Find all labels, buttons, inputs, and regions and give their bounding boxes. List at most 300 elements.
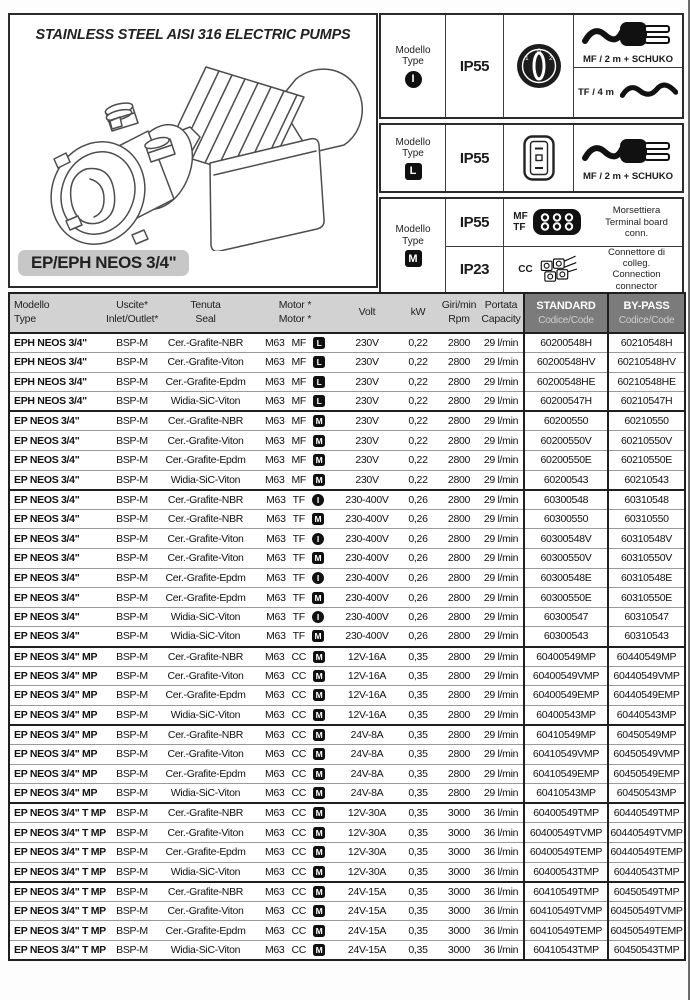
motor-cell: M63 CC M	[253, 705, 337, 725]
volt-cell: 24V-8A	[350, 767, 384, 780]
type-badge: M	[313, 787, 325, 799]
motor-cell: M63 CC M	[253, 725, 337, 745]
standard-code-cell: 60300547	[524, 607, 608, 627]
kw-cell: 0,35	[408, 924, 428, 937]
volt-cell: 12V-30A	[347, 865, 387, 878]
col-header-inlet: Uscite* Inlet/Outlet*	[106, 293, 158, 333]
rpm-cell: 2800	[447, 493, 471, 506]
type-l-label: Modello Type L	[381, 125, 445, 191]
model-cell: EPH NEOS 3/4"	[14, 395, 87, 408]
type-box-m	[379, 197, 684, 294]
bypass-code-cell: 60310547	[608, 607, 685, 627]
volt-cell: 12V-16A	[347, 669, 387, 682]
kw-cell: 0,35	[408, 767, 428, 780]
inlet-outlet-cell: BSP-M	[116, 395, 148, 408]
capacity-cell: 29 l/min	[483, 630, 519, 643]
motor-cell: M63 CC M	[253, 940, 337, 960]
table-row	[9, 588, 685, 608]
volt-cell: 24V-8A	[350, 728, 384, 741]
motor-cell: M63 TF I	[253, 490, 337, 510]
rpm-cell: 2800	[447, 571, 471, 584]
seal-cell: Widia-SiC-Viton	[170, 395, 241, 408]
terminal-board-icon: MF TF	[503, 199, 591, 246]
capacity-cell: 29 l/min	[483, 356, 519, 369]
page-title: STAINLESS STEEL AISI 316 ELECTRIC PUMPS	[35, 27, 351, 43]
rpm-cell: 2800	[447, 611, 471, 624]
type-badge: M	[312, 513, 324, 525]
bypass-code-cell: 60310548V	[608, 529, 685, 549]
inlet-outlet-cell: BSP-M	[116, 630, 148, 643]
bypass-code-cell: 60450549VMP	[608, 744, 685, 764]
table-row	[9, 803, 685, 823]
inlet-outlet-cell: BSP-M	[116, 669, 148, 682]
table-row	[9, 451, 685, 471]
volt-cell: 230V	[355, 395, 379, 408]
col-header-kw: kW	[397, 293, 439, 333]
motor-cell: M63 CC M	[253, 764, 337, 784]
model-cell: EP NEOS 3/4"	[14, 473, 80, 486]
kw-cell: 0,35	[408, 708, 428, 721]
schuko-plug-icon: MF / 2 m + SCHUKO	[574, 125, 682, 191]
model-cell: EP NEOS 3/4" T MP	[14, 885, 106, 898]
standard-code-cell: 60200550V	[524, 431, 608, 451]
rpm-cell: 3000	[447, 885, 471, 898]
table-row	[9, 549, 685, 569]
product-label: EP/EPH NEOS 3/4"	[18, 250, 189, 276]
model-cell: EP NEOS 3/4"	[14, 591, 80, 604]
seal-cell: Cer.-Grafite-Viton	[167, 552, 244, 565]
volt-cell: 12V-16A	[347, 689, 387, 702]
motor-cell: M63 MF L	[253, 392, 337, 412]
kw-cell: 0,26	[408, 611, 428, 624]
table-group	[9, 725, 685, 803]
kw-cell: 0,22	[408, 337, 428, 350]
type-badge: M	[313, 944, 325, 956]
rpm-cell: 2800	[447, 552, 471, 565]
table-group	[9, 490, 685, 647]
type-badge: M	[313, 709, 325, 721]
pump-drawing	[14, 51, 370, 251]
motor-cell: M63 MF M	[253, 470, 337, 490]
table-row	[9, 470, 685, 490]
seal-cell: Cer.-Grafite-Epdm	[165, 924, 246, 937]
rpm-cell: 3000	[447, 943, 471, 956]
type-badge: M	[313, 807, 325, 819]
capacity-cell: 29 l/min	[483, 728, 519, 741]
type-badge: M	[313, 454, 325, 466]
inlet-outlet-cell: BSP-M	[116, 415, 148, 428]
table-row	[9, 725, 685, 745]
capacity-cell: 29 l/min	[483, 395, 519, 408]
kw-cell: 0,26	[408, 513, 428, 526]
bypass-code-cell: 60440549TMP	[608, 803, 685, 823]
rpm-cell: 2800	[447, 395, 471, 408]
inlet-outlet-cell: BSP-M	[116, 454, 148, 467]
seal-cell: Cer.-Grafite-Viton	[167, 532, 244, 545]
standard-code-cell: 60200548HV	[524, 353, 608, 373]
seal-cell: Cer.-Grafite-Epdm	[165, 591, 246, 604]
table-row	[9, 431, 685, 451]
motor-cell: M63 TF M	[253, 549, 337, 569]
volt-cell: 12V-30A	[347, 807, 387, 820]
type-badge: I	[312, 533, 324, 545]
model-cell: EP NEOS 3/4" MP	[14, 689, 98, 702]
rpm-cell: 2800	[447, 454, 471, 467]
volt-cell: 12V-30A	[347, 826, 387, 839]
kw-cell: 0,35	[408, 807, 428, 820]
volt-cell: 230V	[355, 375, 379, 388]
capacity-cell: 36 l/min	[483, 826, 519, 839]
model-cell: EP NEOS 3/4" MP	[14, 650, 98, 663]
table-row	[9, 686, 685, 706]
kw-cell: 0,26	[408, 571, 428, 584]
type-badge: M	[313, 729, 325, 741]
capacity-cell: 36 l/min	[483, 807, 519, 820]
kw-cell: 0,35	[408, 846, 428, 859]
rpm-cell: 2800	[447, 689, 471, 702]
inlet-outlet-cell: BSP-M	[116, 787, 148, 800]
col-header-rpm: Giri/min Rpm	[439, 293, 479, 333]
type-box-l	[379, 123, 684, 193]
type-m-ip55: IP55	[445, 199, 503, 246]
motor-cell: M63 TF I	[253, 568, 337, 588]
volt-cell: 230-400V	[345, 532, 389, 545]
capacity-cell: 29 l/min	[483, 337, 519, 350]
bypass-code-cell: 60310548	[608, 490, 685, 510]
standard-code-cell: 60400549TEMP	[524, 842, 608, 862]
table-row	[9, 568, 685, 588]
inlet-outlet-cell: BSP-M	[116, 943, 148, 956]
motor-cell: M63 CC M	[253, 823, 337, 843]
type-badge: M	[313, 925, 325, 937]
standard-code-cell: 60410549EMP	[524, 764, 608, 784]
rpm-cell: 2800	[447, 669, 471, 682]
bypass-code-cell: 60450549EMP	[608, 764, 685, 784]
bypass-code-cell: 60450549TEMP	[608, 921, 685, 941]
capacity-cell: 29 l/min	[483, 591, 519, 604]
rpm-cell: 2800	[447, 513, 471, 526]
model-cell: EP NEOS 3/4"	[14, 415, 80, 428]
col-header-bypass-code: BY-PASS Codice/Code	[608, 293, 685, 333]
motor-cell: M63 CC M	[253, 686, 337, 706]
type-i-connections	[573, 15, 682, 117]
inlet-outlet-cell: BSP-M	[116, 650, 148, 663]
kw-cell: 0,35	[408, 669, 428, 682]
type-badge: M	[312, 630, 324, 642]
type-m-ip55-desc: Morsettiera Terminal board conn.	[605, 205, 668, 239]
schuko-plug-icon: MF / 2 m + SCHUKO	[574, 15, 682, 67]
motor-cell: M63 CC M	[253, 862, 337, 882]
table-row	[9, 333, 685, 353]
volt-cell: 230V	[355, 473, 379, 486]
motor-cell: M63 MF L	[253, 333, 337, 353]
rpm-cell: 2800	[447, 434, 471, 447]
rpm-cell: 2800	[447, 337, 471, 350]
seal-cell: Widia-SiC-Viton	[170, 630, 241, 643]
capacity-cell: 29 l/min	[483, 787, 519, 800]
rpm-cell: 2800	[447, 591, 471, 604]
motor-cell: M63 CC M	[253, 647, 337, 667]
bypass-code-cell: 60310550V	[608, 549, 685, 569]
standard-code-cell: 60400543TMP	[524, 862, 608, 882]
standard-code-cell: 60300550	[524, 509, 608, 529]
kw-cell: 0,35	[408, 748, 428, 761]
inlet-outlet-cell: BSP-M	[116, 434, 148, 447]
standard-code-cell: 60400549VMP	[524, 666, 608, 686]
standard-code-cell: 60200548H	[524, 333, 608, 353]
seal-cell: Widia-SiC-Viton	[170, 787, 241, 800]
table-row	[9, 647, 685, 667]
cable-icon: TF / 4 m	[574, 67, 682, 117]
type-badge: M	[313, 768, 325, 780]
volt-cell: 230-400V	[345, 611, 389, 624]
model-cell: EP NEOS 3/4" T MP	[14, 826, 106, 839]
type-badge: M	[313, 866, 325, 878]
seal-cell: Widia-SiC-Viton	[170, 611, 241, 624]
motor-cell: M63 TF M	[253, 509, 337, 529]
type-badge: L	[313, 395, 325, 407]
table-group	[9, 803, 685, 881]
kw-cell: 0,22	[408, 454, 428, 467]
inlet-outlet-cell: BSP-M	[116, 356, 148, 369]
capacity-cell: 29 l/min	[483, 473, 519, 486]
type-i-label: Modello Type I	[381, 15, 445, 117]
kw-cell: 0,35	[408, 650, 428, 663]
bypass-code-cell: 60310550	[608, 509, 685, 529]
capacity-cell: 29 l/min	[483, 493, 519, 506]
bypass-code-cell: 60440549TVMP	[608, 823, 685, 843]
type-l-ip: IP55	[445, 125, 503, 191]
pump-data-table	[8, 292, 686, 961]
kw-cell: 0,35	[408, 689, 428, 702]
kw-cell: 0,35	[408, 905, 428, 918]
bypass-code-cell: 60450543TMP	[608, 940, 685, 960]
seal-cell: Cer.-Grafite-Viton	[167, 748, 244, 761]
seal-cell: Widia-SiC-Viton	[170, 943, 241, 956]
bypass-code-cell: 60440549VMP	[608, 666, 685, 686]
seal-cell: Cer.-Grafite-Epdm	[165, 846, 246, 859]
kw-cell: 0,26	[408, 630, 428, 643]
standard-code-cell: 60410549TMP	[524, 882, 608, 902]
volt-cell: 230-400V	[345, 493, 389, 506]
inlet-outlet-cell: BSP-M	[116, 532, 148, 545]
motor-cell: M63 CC M	[253, 842, 337, 862]
rocker-switch-icon	[503, 125, 573, 191]
rpm-cell: 3000	[447, 846, 471, 859]
bypass-code-cell: 60310543	[608, 627, 685, 647]
capacity-cell: 29 l/min	[483, 532, 519, 545]
kw-cell: 0,22	[408, 415, 428, 428]
capacity-cell: 36 l/min	[483, 846, 519, 859]
model-cell: EPH NEOS 3/4"	[14, 337, 87, 350]
rpm-cell: 2800	[447, 532, 471, 545]
inlet-outlet-cell: BSP-M	[116, 375, 148, 388]
bypass-code-cell: 60310550E	[608, 588, 685, 608]
type-badge: M	[313, 827, 325, 839]
rpm-cell: 3000	[447, 826, 471, 839]
rpm-cell: 2800	[447, 375, 471, 388]
inlet-outlet-cell: BSP-M	[116, 473, 148, 486]
type-badge: M	[313, 748, 325, 760]
model-cell: EPH NEOS 3/4"	[14, 375, 87, 388]
table-group	[9, 647, 685, 725]
standard-code-cell: 60410549TVMP	[524, 901, 608, 921]
kw-cell: 0,22	[408, 395, 428, 408]
motor-cell: M63 MF M	[253, 451, 337, 471]
seal-cell: Cer.-Grafite-Epdm	[165, 454, 246, 467]
motor-cell: M63 MF M	[253, 431, 337, 451]
type-badge: M	[313, 474, 325, 486]
inlet-outlet-cell: BSP-M	[116, 552, 148, 565]
type-badge: M	[312, 552, 324, 564]
standard-code-cell: 60200550	[524, 411, 608, 431]
col-header-volt: Volt	[337, 293, 397, 333]
motor-cell: M63 TF M	[253, 588, 337, 608]
volt-cell: 12V-16A	[347, 708, 387, 721]
bypass-code-cell: 60450543MP	[608, 784, 685, 804]
capacity-cell: 29 l/min	[483, 454, 519, 467]
type-badge: M	[313, 435, 325, 447]
table-row	[9, 509, 685, 529]
standard-code-cell: 60200548HE	[524, 372, 608, 392]
seal-cell: Cer.-Grafite-NBR	[167, 337, 244, 350]
inlet-outlet-cell: BSP-M	[116, 689, 148, 702]
capacity-cell: 29 l/min	[483, 669, 519, 682]
standard-code-cell: 60410543MP	[524, 784, 608, 804]
inlet-outlet-cell: BSP-M	[116, 571, 148, 584]
svg-text:0: 0	[536, 48, 541, 55]
kw-cell: 0,26	[408, 552, 428, 565]
inlet-outlet-cell: BSP-M	[116, 767, 148, 780]
motor-cell: M63 TF I	[253, 529, 337, 549]
type-m-ip23: IP23	[445, 246, 503, 293]
inlet-outlet-cell: BSP-M	[116, 924, 148, 937]
motor-cell: M63 CC M	[253, 744, 337, 764]
bypass-code-cell: 60440543TMP	[608, 862, 685, 882]
inlet-outlet-cell: BSP-M	[116, 865, 148, 878]
model-cell: EP NEOS 3/4"	[14, 630, 80, 643]
capacity-cell: 36 l/min	[483, 885, 519, 898]
motor-cell: M63 CC M	[253, 901, 337, 921]
volt-cell: 24V-15A	[347, 905, 387, 918]
standard-code-cell: 60300543	[524, 627, 608, 647]
inlet-outlet-cell: BSP-M	[116, 885, 148, 898]
type-badge: M	[313, 651, 325, 663]
col-header-standard-code: STANDARD Codice/Code	[524, 293, 608, 333]
seal-cell: Cer.-Grafite-Viton	[167, 356, 244, 369]
volt-cell: 24V-15A	[347, 885, 387, 898]
table-group	[9, 333, 685, 411]
seal-cell: Cer.-Grafite-Epdm	[165, 767, 246, 780]
volt-cell: 24V-15A	[347, 924, 387, 937]
col-header-seal: Tenuta Seal	[158, 293, 253, 333]
seal-cell: Cer.-Grafite-Viton	[167, 669, 244, 682]
capacity-cell: 29 l/min	[483, 650, 519, 663]
bypass-code-cell: 60210548H	[608, 333, 685, 353]
type-i-ip: IP55	[445, 15, 503, 117]
standard-code-cell: 60410549TEMP	[524, 921, 608, 941]
seal-cell: Cer.-Grafite-Epdm	[165, 375, 246, 388]
col-header-motor: Motor * Motor *	[253, 293, 337, 333]
col-header-model: Modello Type	[9, 293, 106, 333]
model-type-boxes	[379, 13, 684, 292]
table-row	[9, 529, 685, 549]
kw-cell: 0,35	[408, 865, 428, 878]
model-cell: EP NEOS 3/4" MP	[14, 787, 98, 800]
table-row	[9, 862, 685, 882]
capacity-cell: 29 l/min	[483, 571, 519, 584]
seal-cell: Cer.-Grafite-NBR	[167, 728, 244, 741]
inlet-outlet-cell: BSP-M	[116, 708, 148, 721]
table-row	[9, 882, 685, 902]
model-cell: EP NEOS 3/4" MP	[14, 748, 98, 761]
table-header-row	[9, 293, 685, 333]
rpm-cell: 2800	[447, 748, 471, 761]
type-badge: L	[313, 356, 325, 368]
svg-text:2: 2	[548, 55, 553, 62]
seal-cell: Cer.-Grafite-Viton	[167, 826, 244, 839]
rpm-cell: 2800	[447, 767, 471, 780]
rpm-cell: 3000	[447, 905, 471, 918]
standard-code-cell: 60400549EMP	[524, 686, 608, 706]
volt-cell: 230V	[355, 337, 379, 350]
capacity-cell: 29 l/min	[483, 611, 519, 624]
seal-cell: Cer.-Grafite-NBR	[167, 513, 244, 526]
table-row	[9, 490, 685, 510]
motor-cell: M63 MF L	[253, 372, 337, 392]
inlet-outlet-cell: BSP-M	[116, 807, 148, 820]
rpm-cell: 2800	[447, 356, 471, 369]
inlet-outlet-cell: BSP-M	[116, 611, 148, 624]
rpm-cell: 3000	[447, 807, 471, 820]
seal-cell: Widia-SiC-Viton	[170, 865, 241, 878]
table-row	[9, 784, 685, 804]
model-cell: EP NEOS 3/4" MP	[14, 669, 98, 682]
standard-code-cell: 60400549TMP	[524, 803, 608, 823]
type-badge: I	[312, 611, 324, 623]
standard-code-cell: 60200547H	[524, 392, 608, 412]
model-cell: EP NEOS 3/4"	[14, 513, 80, 526]
capacity-cell: 36 l/min	[483, 924, 519, 937]
col-header-capacity: Portata Capacity	[479, 293, 524, 333]
capacity-cell: 29 l/min	[483, 552, 519, 565]
table-row	[9, 627, 685, 647]
bypass-code-cell: 60440549MP	[608, 647, 685, 667]
model-cell: EP NEOS 3/4" T MP	[14, 846, 106, 859]
inlet-outlet-cell: BSP-M	[116, 591, 148, 604]
type-badge: I	[312, 494, 324, 506]
standard-code-cell: 60400549TVMP	[524, 823, 608, 843]
standard-code-cell: 60400549MP	[524, 647, 608, 667]
type-l-badge: L	[405, 163, 422, 180]
table-row	[9, 842, 685, 862]
volt-cell: 230V	[355, 356, 379, 369]
capacity-cell: 29 l/min	[483, 434, 519, 447]
model-cell: EP NEOS 3/4" MP	[14, 728, 98, 741]
model-cell: EP NEOS 3/4"	[14, 454, 80, 467]
type-l-connections	[573, 125, 682, 191]
table-row	[9, 411, 685, 431]
volt-cell: 230-400V	[345, 630, 389, 643]
rpm-cell: 3000	[447, 924, 471, 937]
inlet-outlet-cell: BSP-M	[116, 513, 148, 526]
model-cell: EP NEOS 3/4" T MP	[14, 905, 106, 918]
kw-cell: 0,22	[408, 356, 428, 369]
volt-cell: 230V	[355, 454, 379, 467]
volt-cell: 12V-30A	[347, 846, 387, 859]
motor-cell: M63 TF M	[253, 627, 337, 647]
kw-cell: 0,22	[408, 434, 428, 447]
